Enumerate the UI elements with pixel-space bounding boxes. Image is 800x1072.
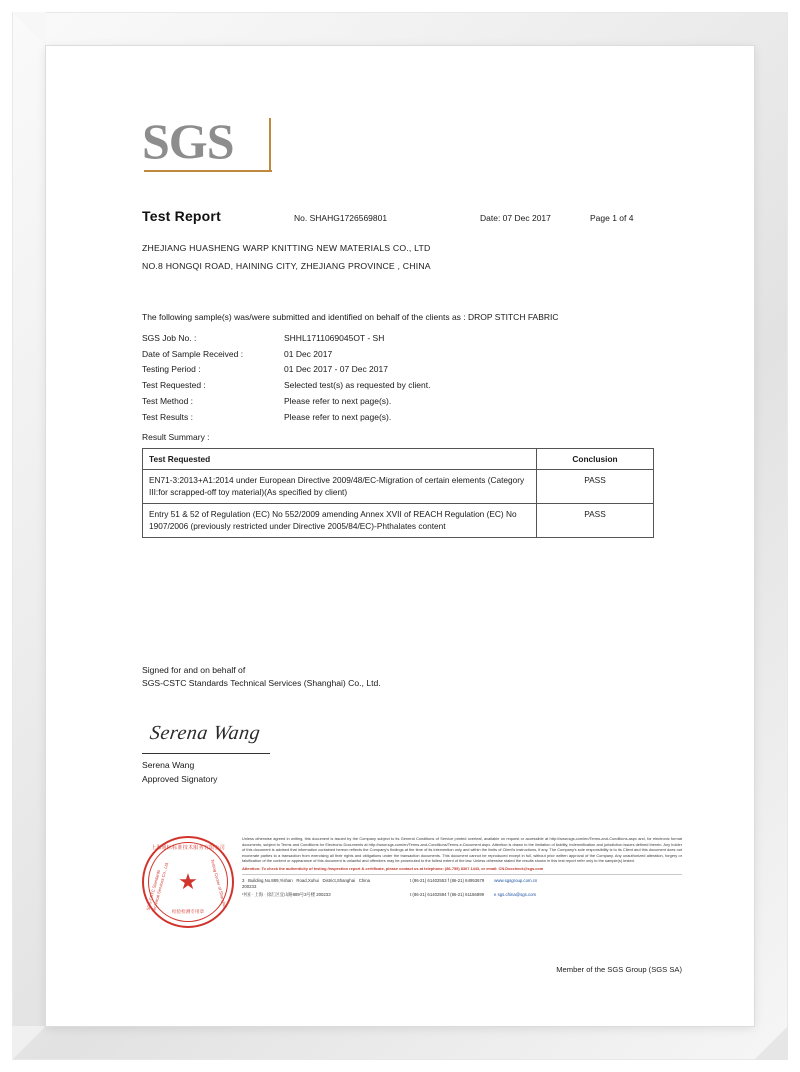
company-seal-stamp xyxy=(142,836,234,928)
detail-key: Test Requested : xyxy=(142,380,206,391)
address-spacer xyxy=(370,878,410,890)
document-page xyxy=(46,46,754,1026)
details-list xyxy=(142,332,662,423)
detail-key: Test Method : xyxy=(142,396,194,407)
signatory-name: Serena Wang xyxy=(142,760,195,771)
table-row xyxy=(143,503,654,537)
detail-value: SHHL1711069045OT - SH xyxy=(284,332,385,343)
address-row-en xyxy=(242,878,682,890)
legal-divider xyxy=(242,874,682,875)
detail-row xyxy=(142,332,662,344)
result-summary-label: Result Summary : xyxy=(142,432,210,443)
report-date: Date: 07 Dec 2017 xyxy=(480,213,551,223)
legal-attention: Attention: To check the authenticity of testing /inspection report & certificate, please contact us at telephone: (86-755) 8307 1443, or email: CN.Doccheck@sgs.com xyxy=(242,865,544,871)
cell-conclusion: PASS xyxy=(537,469,654,503)
client-block xyxy=(142,242,662,272)
detail-value: Please refer to next page(s). xyxy=(284,411,392,422)
cell-test-requested: Entry 51 & 52 of Regulation (EC) No 552/2009 amending Annex XVII of REACH Regulation (EC) No 1907/2006 (previously restricted under Directive 2005/84/EC)-Phthalates content xyxy=(143,503,537,537)
table-row xyxy=(143,469,654,503)
client-address: NO.8 HONGQI ROAD, HAINING CITY, ZHEJIANG PROVINCE , CHINA xyxy=(142,260,431,271)
detail-row xyxy=(142,379,662,391)
signature-block xyxy=(142,664,662,787)
address-cn: 中国 · 上海 · 徐汇区宜山路889号3号楼 200233 xyxy=(242,891,331,897)
column-header-conclusion: Conclusion xyxy=(537,448,654,469)
phone-en: t (86-21) 61402553 f (86-21) 64953679 xyxy=(410,878,485,884)
logo-underline xyxy=(144,170,272,172)
email: e sgs.china@sgs.com xyxy=(493,891,537,897)
detail-key: SGS Job No. : xyxy=(142,332,197,343)
detail-row xyxy=(142,363,662,375)
sample-statement: The following sample(s) was/were submitted and identified on behalf of the clients as : DROP STITCH FABRIC xyxy=(142,311,559,322)
address-row-cn xyxy=(242,892,682,898)
detail-value: Selected test(s) as requested by client. xyxy=(284,380,431,391)
frame-corner-top-left xyxy=(12,12,46,46)
phone-en-2: t (86-21) 61402594 f (86-21) 61156899 xyxy=(410,891,484,897)
page-number: Page 1 of 4 xyxy=(590,213,634,223)
signed-for-line: Signed for and on behalf of xyxy=(142,664,246,675)
cell-test-requested: EN71-3:2013+A1:2014 under European Directive 2009/48/EC-Migration of certain elements (Category III:for scrapped-off toy material)(As specified by client) xyxy=(143,469,537,503)
report-number: No. SHAHG1726569801 xyxy=(294,213,388,223)
logo-tick xyxy=(269,118,271,172)
sgs-logo xyxy=(142,112,662,180)
signatory-role: Approved Signatory xyxy=(142,773,218,784)
page-title: Test Report xyxy=(142,208,221,224)
handwritten-signature: Serena Wang xyxy=(148,722,262,745)
client-name: ZHEJIANG HUASHENG WARP KNITTING NEW MATERIALS CO., LTD xyxy=(142,243,431,254)
detail-value: 01 Dec 2017 - 07 Dec 2017 xyxy=(284,364,388,375)
address-spacer xyxy=(370,892,410,898)
website: www.sgsgroup.com.cn xyxy=(494,878,538,884)
detail-key: Testing Period : xyxy=(142,364,201,375)
signature-rule xyxy=(142,753,270,754)
table-header-row xyxy=(143,448,654,469)
signing-entity: SGS-CSTC Standards Technical Services (Shanghai) Co., Ltd. xyxy=(142,678,381,689)
frame-corner-bottom-left xyxy=(12,1026,46,1060)
stamp-bottom-text: 检验检测专用章 xyxy=(171,909,205,915)
column-header-test-requested: Test Requested xyxy=(143,448,537,469)
report-header xyxy=(142,206,662,226)
detail-row xyxy=(142,348,662,360)
detail-row xyxy=(142,411,662,423)
stamp-top-text: 上海通标标准技术服务有限公司 xyxy=(150,845,226,851)
legal-paragraph: Unless otherwise agreed in writing, this document is issued by the Company subject to its General Conditions of Service printed overleaf, available on request or accessible at http://www.sgs.com/en/Terms-and-Conditions.aspx and, for electronic format documents, subject to Terms and Conditions for Electronic Documents at http://www.sgs.com/en/Terms-and-Conditions/Terms-e-Document.aspx. Attention is drawn to the limitation of liability, indemnification and jurisdiction issues defined therein. Any holder of this document is advised that information contained hereon reflects the Company's findings at the time of its intervention only and within the limits of Client's instructions, if any. The Company's sole responsibility is to its Client and this document does not exonerate parties to a transaction from exercising all their rights and obligations under the transaction documents. This document cannot be reproduced except in full, without prior written approval of the Company. Any unauthorized alteration, forgery or falsification of the content or appearance of this document is unlawful and offenders may be prosecuted to the fullest extent of the law. Unless otherwise stated the results shown in this test report refer only to the sample(s) tested. xyxy=(242,836,682,864)
member-of-group-line: Member of the SGS Group (SGS SA) xyxy=(556,965,682,974)
star-icon: ★ xyxy=(178,869,198,894)
cell-conclusion: PASS xyxy=(537,503,654,537)
results-table xyxy=(142,448,654,538)
detail-row xyxy=(142,395,662,407)
detail-key: Date of Sample Received : xyxy=(142,348,244,359)
frame-corner-bottom-right xyxy=(754,1026,788,1060)
legal-disclaimer xyxy=(242,836,682,900)
document-footer xyxy=(142,836,682,928)
detail-value: 01 Dec 2017 xyxy=(284,348,333,359)
address-en: 3 Building,No.889,Yishan Road,Xuhui District,Shanghai China 200233 xyxy=(242,878,370,890)
stamp-right-text: Testing Center of Shanghai xyxy=(209,858,228,909)
sgs-logo-text: SGS xyxy=(142,113,234,169)
stamp-left-text: SGS-CSTC Standards Technical Services Co., Ltd. xyxy=(145,861,170,913)
detail-key: Test Results : xyxy=(142,411,194,422)
detail-value: Please refer to next page(s). xyxy=(284,396,392,407)
